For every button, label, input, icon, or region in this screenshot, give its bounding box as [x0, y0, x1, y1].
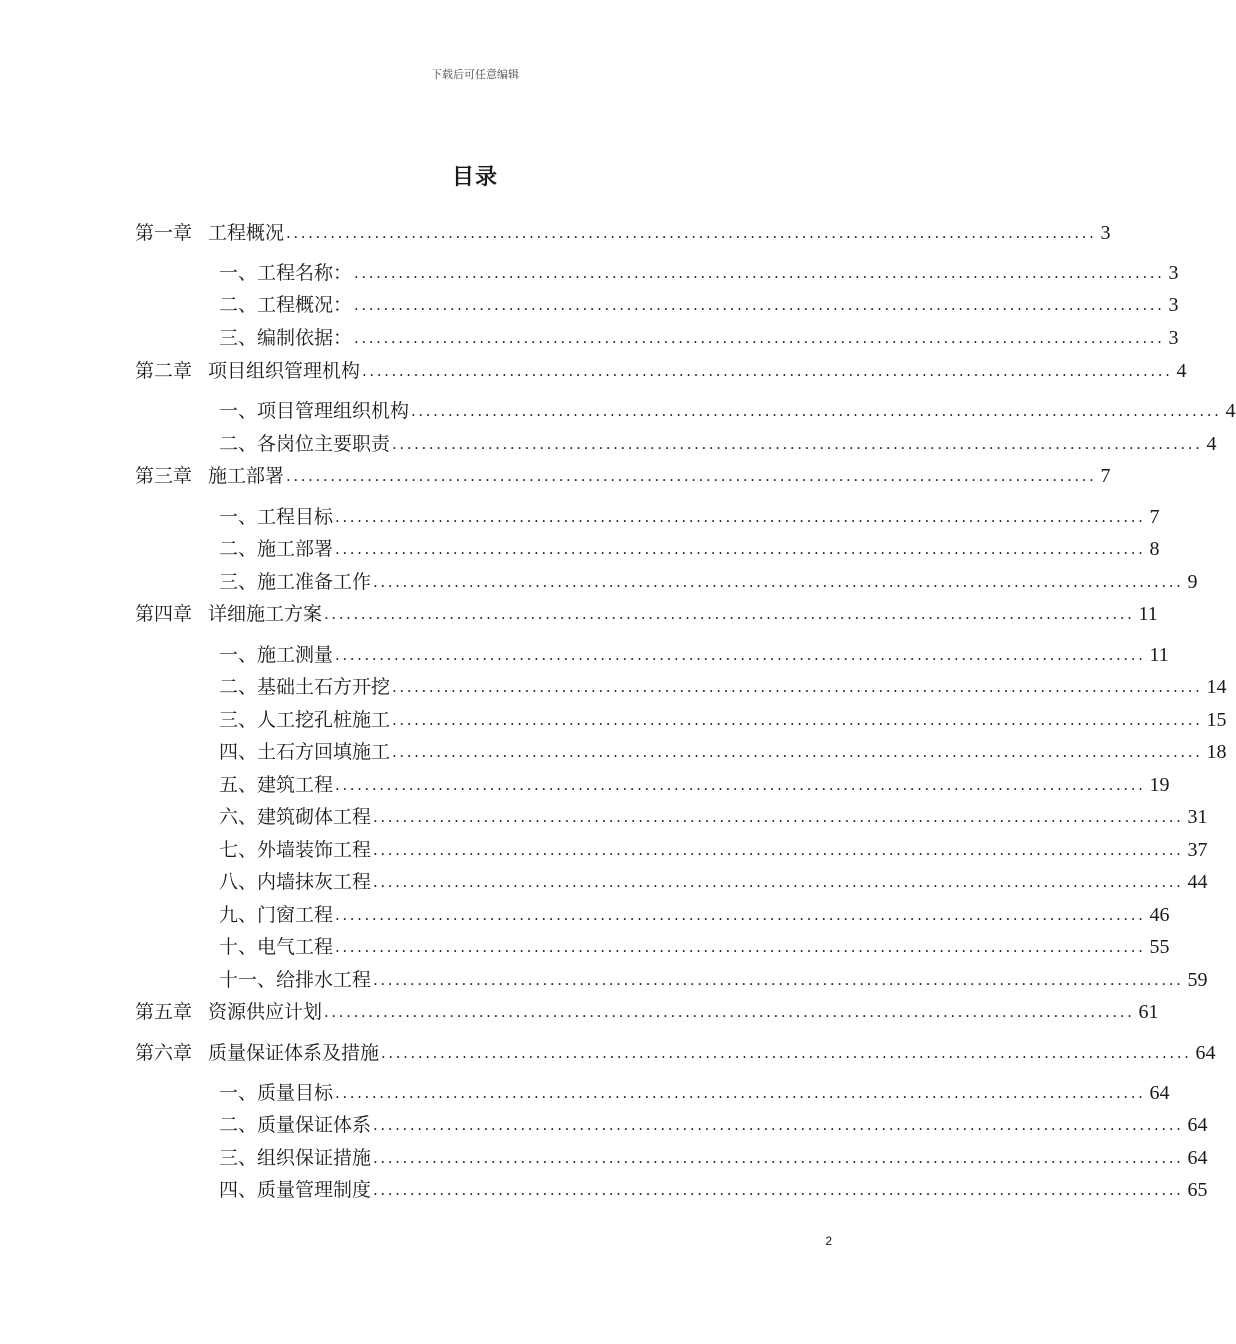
toc-entry-page: 46	[1149, 904, 1170, 926]
toc-leader-dots: ..............................................................................................................	[392, 435, 1203, 453]
toc-chapter-entry[interactable]	[135, 599, 1158, 629]
toc-entry-title: 项目管理组织机构	[257, 400, 410, 422]
toc-entry-page: 4	[1176, 360, 1187, 382]
toc-leader-dots: ..............................................................................................................	[411, 402, 1222, 420]
toc-leader-dots: ..............................................................................................................	[335, 540, 1146, 558]
toc-chapter-entry[interactable]	[135, 997, 1159, 1027]
toc-leader-dots: ..............................................................................................................	[373, 573, 1184, 591]
toc-entry-page: 65	[1187, 1179, 1208, 1201]
toc-leader-dots: ..............................................................................................................	[354, 264, 1165, 282]
toc-leader-dots: ..............................................................................................................	[324, 1003, 1135, 1021]
toc-section-entry[interactable]	[219, 1175, 1208, 1205]
toc-entry-title: 外墙装饰工程	[257, 839, 372, 861]
toc-leader-dots: ..............................................................................................................	[335, 906, 1146, 924]
toc-title: 目录	[451, 165, 498, 190]
toc-entry-number: 四、	[219, 1179, 258, 1201]
toc-leader-dots: ..............................................................................................................	[392, 678, 1203, 696]
toc-leader-dots: ..............................................................................................................	[335, 776, 1146, 794]
toc-leader-dots: ..............................................................................................................	[373, 1116, 1184, 1134]
toc-entry-title: 内墙抹灰工程	[257, 871, 372, 893]
toc-entry-number: 二、	[219, 294, 258, 316]
toc-section-entry[interactable]	[219, 802, 1208, 832]
toc-entry-title: 门窗工程	[257, 904, 334, 926]
toc-entry-number: 三、	[219, 709, 258, 731]
page-number: 2	[825, 1234, 832, 1248]
toc-entry-title: 各岗位主要职责	[257, 433, 391, 455]
toc-section-entry[interactable]	[219, 290, 1179, 320]
toc-section-entry[interactable]	[219, 737, 1227, 767]
toc-section-entry[interactable]	[219, 640, 1169, 670]
toc-entry-page: 15	[1206, 709, 1227, 731]
toc-entry-page: 3	[1168, 262, 1179, 284]
toc-section-entry[interactable]	[219, 900, 1170, 930]
toc-leader-dots: ..............................................................................................................	[392, 711, 1203, 729]
toc-entry-title: 土石方回填施工	[257, 741, 391, 763]
toc-entry-number: 二、	[219, 676, 258, 698]
toc-entry-number: 九、	[219, 904, 258, 926]
toc-entry-title: 基础土石方开挖	[257, 676, 391, 698]
toc-leader-dots: ..............................................................................................................	[381, 1044, 1192, 1062]
toc-chapter-entry[interactable]	[135, 218, 1111, 248]
toc-entry-page: 31	[1187, 806, 1208, 828]
toc-section-entry[interactable]	[219, 672, 1227, 702]
toc-entry-page: 11	[1138, 603, 1158, 625]
toc-leader-dots: ..............................................................................................................	[373, 971, 1184, 989]
toc-entry-number: 三、	[219, 1147, 258, 1169]
toc-entry-number: 一、	[219, 644, 258, 666]
toc-section-entry[interactable]	[219, 396, 1236, 426]
toc-entry-number: 一、	[219, 400, 258, 422]
toc-section-entry[interactable]	[219, 534, 1160, 564]
toc-entry-title: 组织保证措施	[257, 1147, 372, 1169]
toc-entry-title: 工程概况：	[257, 294, 353, 316]
toc-section-entry[interactable]	[219, 932, 1170, 962]
toc-entry-title: 质量管理制度	[257, 1179, 372, 1201]
toc-entry-number: 六、	[219, 806, 258, 828]
toc-section-entry[interactable]	[219, 1110, 1208, 1140]
toc-entry-title: 工程目标	[257, 506, 334, 528]
toc-entry-title: 施工准备工作	[257, 571, 372, 593]
toc-leader-dots: ..............................................................................................................	[373, 873, 1184, 891]
toc-section-entry[interactable]	[219, 258, 1179, 288]
toc-leader-dots: ..............................................................................................................	[286, 467, 1097, 485]
toc-leader-dots: ..............................................................................................................	[324, 605, 1135, 623]
toc-entry-title: 详细施工方案	[208, 603, 323, 625]
toc-entry-number: 十、	[219, 936, 258, 958]
toc-section-entry[interactable]	[219, 867, 1208, 897]
toc-entry-number: 七、	[219, 839, 258, 861]
page-header: 下载后可任意编辑	[431, 68, 519, 81]
toc-entry-page: 8	[1149, 538, 1160, 560]
toc-section-entry[interactable]	[219, 567, 1198, 597]
toc-leader-dots: ..............................................................................................................	[373, 1149, 1184, 1167]
toc-entry-page: 37	[1187, 839, 1208, 861]
toc-leader-dots: ..............................................................................................................	[335, 1084, 1146, 1102]
toc-entry-number: 二、	[219, 1114, 258, 1136]
toc-leader-dots: ..............................................................................................................	[286, 224, 1097, 242]
toc-entry-title: 施工部署	[208, 465, 285, 487]
toc-entry-page: 61	[1138, 1001, 1159, 1023]
toc-entry-title: 电气工程	[257, 936, 334, 958]
toc-section-entry[interactable]	[219, 965, 1208, 995]
toc-leader-dots: ..............................................................................................................	[335, 938, 1146, 956]
toc-leader-dots: ..............................................................................................................	[354, 329, 1165, 347]
toc-entry-page: 64	[1187, 1114, 1208, 1136]
toc-section-entry[interactable]	[219, 323, 1179, 353]
toc-entry-page: 7	[1149, 506, 1160, 528]
toc-entry-page: 3	[1168, 294, 1179, 316]
toc-entry-page: 3	[1100, 222, 1111, 244]
toc-entry-title: 给排水工程	[276, 969, 372, 991]
toc-leader-dots: ..............................................................................................................	[373, 808, 1184, 826]
toc-entry-number: 五、	[219, 774, 258, 796]
toc-chapter-entry[interactable]	[135, 356, 1187, 386]
toc-entry-page: 44	[1187, 871, 1208, 893]
toc-entry-title: 项目组织管理机构	[208, 360, 361, 382]
toc-entry-page: 64	[1187, 1147, 1208, 1169]
toc-leader-dots: ..............................................................................................................	[373, 1181, 1184, 1199]
toc-entry-number: 三、	[219, 327, 258, 349]
toc-section-entry[interactable]	[219, 1078, 1170, 1108]
toc-entry-number: 第四章	[135, 603, 193, 625]
toc-section-entry[interactable]	[219, 770, 1170, 800]
toc-leader-dots: ..............................................................................................................	[373, 841, 1184, 859]
toc-entry-title: 人工挖孔桩施工	[257, 709, 391, 731]
toc-entry-number: 第一章	[135, 222, 193, 244]
toc-entry-title: 工程名称：	[257, 262, 353, 284]
toc-entry-page: 64	[1195, 1042, 1216, 1064]
toc-entry-page: 4	[1225, 400, 1236, 422]
toc-entry-page: 4	[1206, 433, 1217, 455]
toc-section-entry[interactable]	[219, 502, 1160, 532]
toc-entry-number: 四、	[219, 741, 258, 763]
toc-entry-number: 十一、	[219, 969, 277, 991]
toc-entry-number: 三、	[219, 571, 258, 593]
toc-entry-title: 建筑工程	[257, 774, 334, 796]
toc-entry-page: 19	[1149, 774, 1170, 796]
toc-section-entry[interactable]	[219, 1143, 1208, 1173]
toc-entry-title: 施工部署	[257, 538, 334, 560]
toc-entry-page: 9	[1187, 571, 1198, 593]
toc-entry-number: 第五章	[135, 1001, 193, 1023]
toc-entry-number: 八、	[219, 871, 258, 893]
toc-leader-dots: ..............................................................................................................	[335, 508, 1146, 526]
toc-entry-title: 质量目标	[257, 1082, 334, 1104]
toc-entry-page: 55	[1149, 936, 1170, 958]
toc-entry-number: 一、	[219, 262, 258, 284]
toc-leader-dots: ..............................................................................................................	[335, 646, 1146, 664]
toc-leader-dots: ..............................................................................................................	[392, 743, 1203, 761]
toc-section-entry[interactable]	[219, 835, 1208, 865]
toc-entry-title: 编制依据：	[257, 327, 353, 349]
toc-entry-page: 7	[1100, 465, 1111, 487]
toc-entry-title: 工程概况	[208, 222, 285, 244]
toc-leader-dots: ..............................................................................................................	[362, 362, 1173, 380]
toc-entry-number: 二、	[219, 538, 258, 560]
toc-entry-number: 第三章	[135, 465, 193, 487]
toc-entry-page: 14	[1206, 676, 1227, 698]
toc-chapter-entry[interactable]	[135, 461, 1111, 491]
toc-entry-title: 资源供应计划	[208, 1001, 323, 1023]
toc-entry-title: 质量保证体系	[257, 1114, 372, 1136]
toc-entry-number: 二、	[219, 433, 258, 455]
toc-entry-page: 64	[1149, 1082, 1170, 1104]
toc-entry-page: 59	[1187, 969, 1208, 991]
toc-entry-title: 施工测量	[257, 644, 334, 666]
toc-chapter-entry[interactable]	[135, 1038, 1216, 1068]
toc-entry-title: 质量保证体系及措施	[208, 1042, 380, 1064]
toc-section-entry[interactable]	[219, 429, 1217, 459]
toc-leader-dots: ..............................................................................................................	[354, 296, 1165, 314]
toc-section-entry[interactable]	[219, 705, 1227, 735]
toc-entry-number: 第二章	[135, 360, 193, 382]
toc-entry-number: 一、	[219, 506, 258, 528]
toc-entry-page: 3	[1168, 327, 1179, 349]
toc-entry-title: 建筑砌体工程	[257, 806, 372, 828]
toc-entry-number: 第六章	[135, 1042, 193, 1064]
toc-entry-page: 18	[1206, 741, 1227, 763]
toc-entry-page: 11	[1149, 644, 1169, 666]
toc-entry-number: 一、	[219, 1082, 258, 1104]
